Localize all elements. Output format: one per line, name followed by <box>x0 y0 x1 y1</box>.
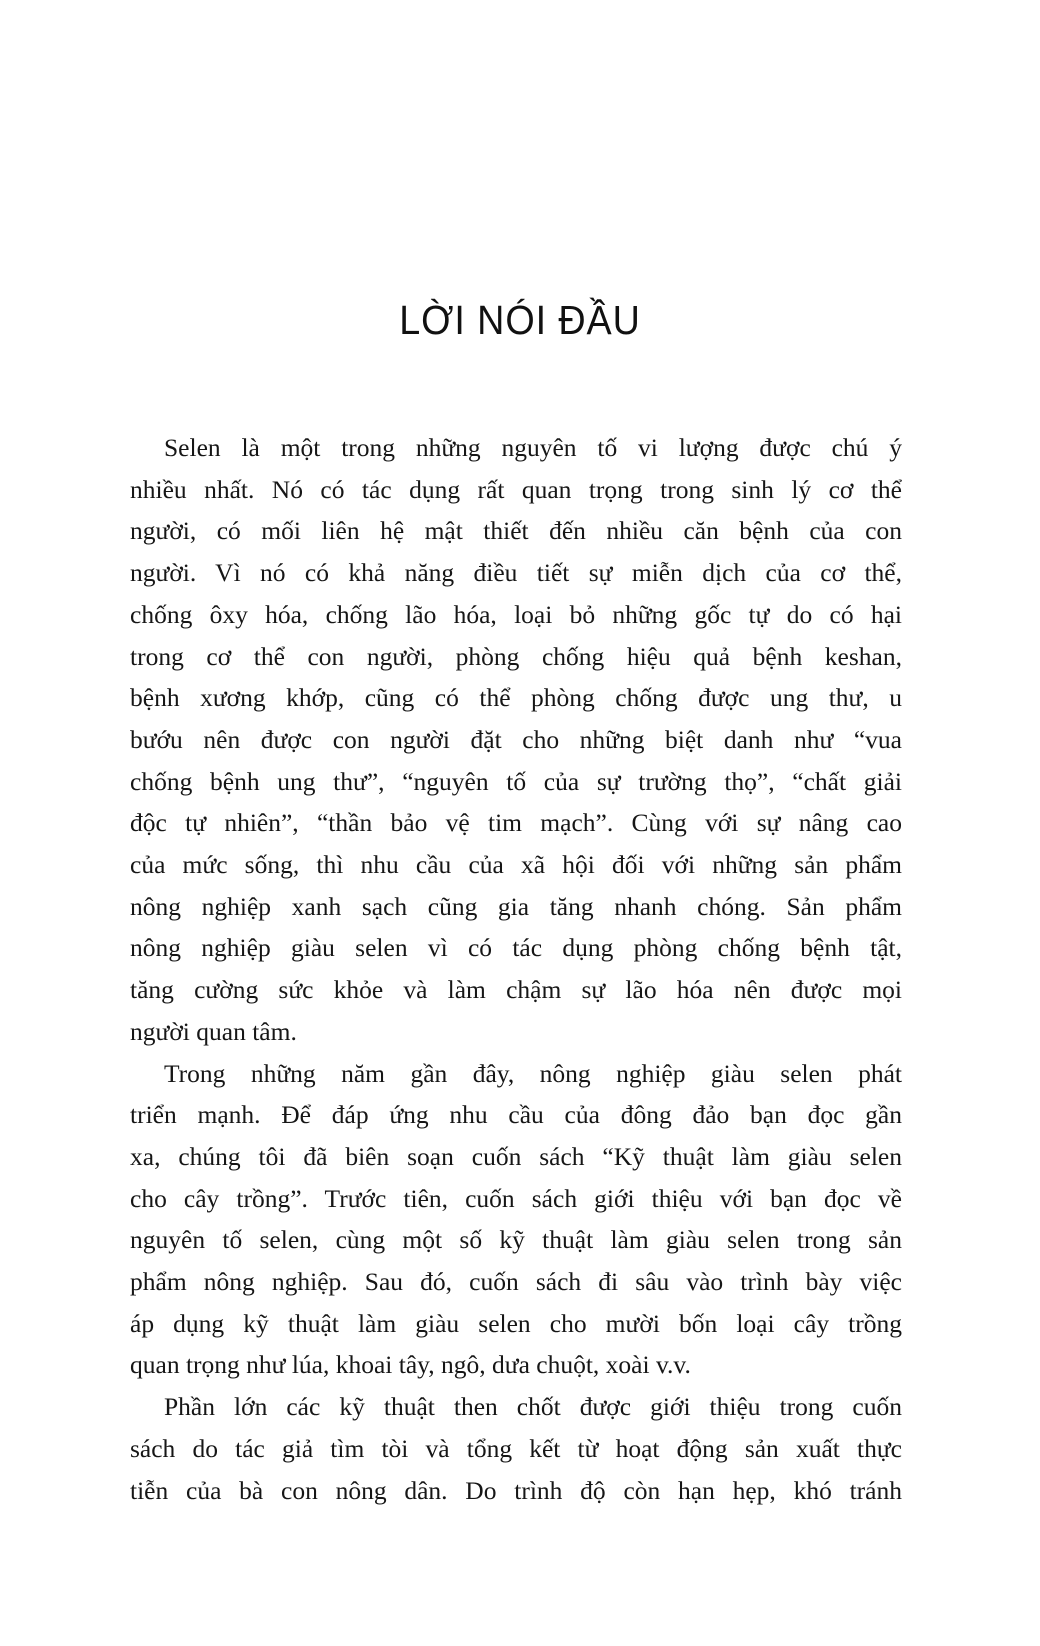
text-line: trong cơ thể con người, phòng chống hiệu quả bệnh keshan, <box>130 641 902 671</box>
text-line: chống ôxy hóa, chống lão hóa, loại bỏ những gốc tự do có hại <box>130 599 902 629</box>
text-line: độc tự nhiên”, “thần bảo vệ tim mạch”. Cùng với sự nâng cao <box>130 808 902 838</box>
text-line: Selen là một trong những nguyên tố vi lượng được chú ý <box>164 433 902 462</box>
text-line: sách do tác giả tìm tòi và tổng kết từ hoạt động sản xuất thực <box>130 1433 902 1463</box>
text-line: xa, chúng tôi đã biên soạn cuốn sách “Kỹ thuật làm giàu selen <box>130 1141 902 1171</box>
text-line: người. Vì nó có khả năng điều tiết sự miễn dịch của cơ thể, <box>130 558 902 588</box>
text-line: nhiều nhất. Nó có tác dụng rất quan trọng trong sinh lý cơ thể <box>130 474 902 504</box>
text-line: cho cây trồng”. Trước tiên, cuốn sách giới thiệu với bạn đọc về <box>130 1183 902 1213</box>
page-title: LỜI NÓI ĐẦU <box>399 297 641 343</box>
text-line: phẩm nông nghiệp. Sau đó, cuốn sách đi sâu vào trình bày việc <box>130 1267 902 1297</box>
text-line: nguyên tố selen, cùng một số kỹ thuật làm giàu selen trong sản <box>130 1225 902 1255</box>
text-line: tăng cường sức khỏe và làm chậm sự lão hóa nên được mọi <box>130 975 902 1005</box>
text-line: người, có mối liên hệ mật thiết đến nhiều căn bệnh của con <box>130 516 902 546</box>
paragraph <box>130 427 902 1053</box>
text-line: tiễn của bà con nông dân. Do trình độ còn hạn hẹp, khó tránh <box>130 1475 902 1505</box>
page-body <box>130 427 902 1511</box>
text-line: nông nghiệp giàu selen vì có tác dụng phòng chống bệnh tật, <box>130 933 902 963</box>
paragraph <box>130 1053 902 1387</box>
text-line: bệnh xương khớp, cũng có thể phòng chống được ung thư, u <box>130 683 902 713</box>
text-line: Trong những năm gần đây, nông nghiệp giàu selen phát <box>164 1058 902 1088</box>
text-line: áp dụng kỹ thuật làm giàu selen cho mười bốn loại cây trồng <box>130 1308 902 1338</box>
text-line: bướu nên được con người đặt cho những biệt danh như “vua <box>130 724 902 754</box>
text-line: nông nghiệp xanh sạch cũng gia tăng nhanh chóng. Sản phẩm <box>130 891 902 921</box>
text-line: chống bệnh ung thư”, “nguyên tố của sự trường thọ”, “chất giải <box>130 766 902 796</box>
text-line: Phần lớn các kỹ thuật then chốt được giới thiệu trong cuốn <box>164 1392 902 1422</box>
text-line: triển mạnh. Để đáp ứng nhu cầu của đông đảo bạn đọc gần <box>130 1100 902 1130</box>
text-line: của mức sống, thì nhu cầu của xã hội đối với những sản phẩm <box>130 850 902 880</box>
paragraph <box>130 1386 902 1511</box>
text-line: quan trọng như lúa, khoai tây, ngô, dưa chuột, xoài v.v. <box>130 1350 691 1380</box>
text-line: người quan tâm. <box>130 1016 297 1046</box>
